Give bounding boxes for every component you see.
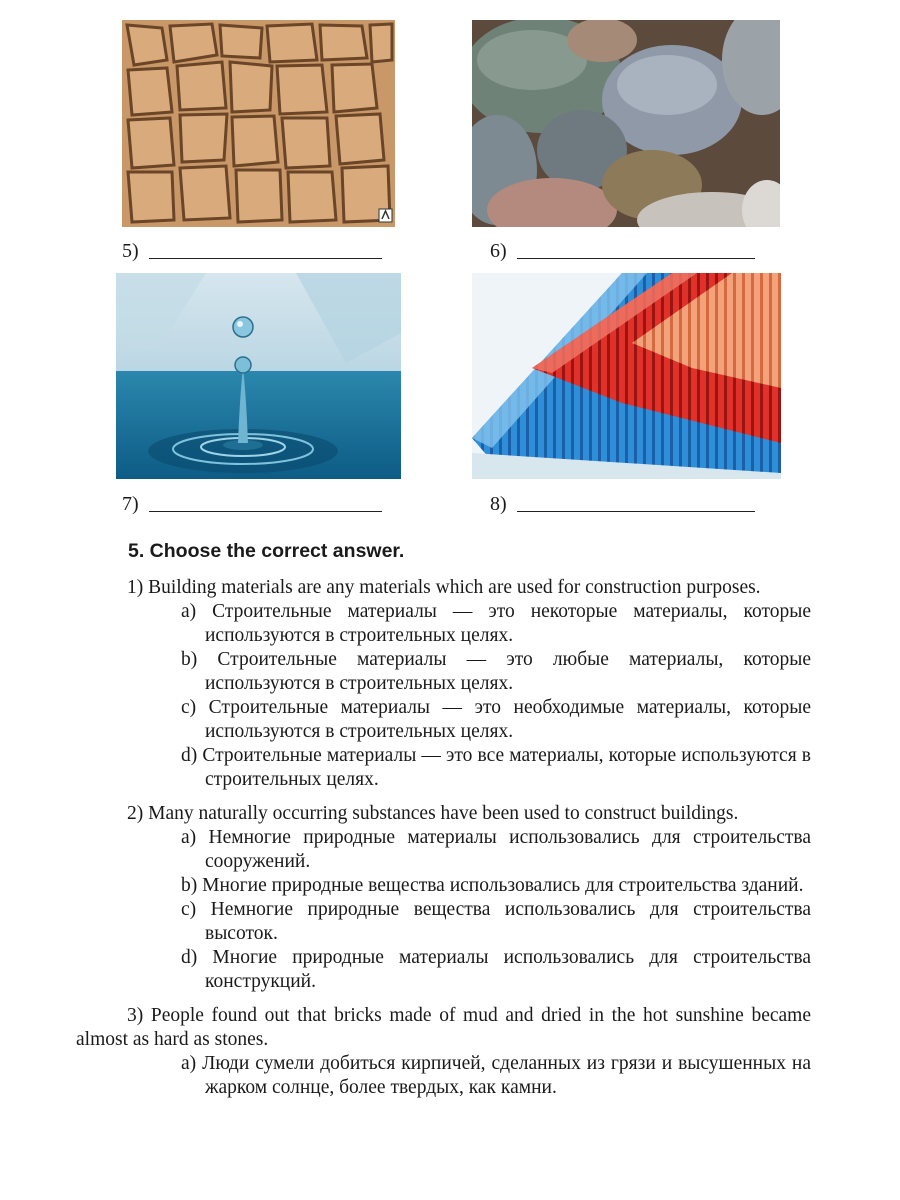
blank-number: 6) [490,240,507,262]
question-3 [76,1004,811,1100]
answer-line [517,258,755,259]
answer-option-a[interactable]: a) Строительные материалы — это некоторые материалы, которые используются в строительных целях. [181,601,811,646]
answer-option-b[interactable]: b) Многие природные вещества использовались для строительства зданий. [181,875,804,896]
answer-blank-7[interactable] [122,493,382,516]
blank-number: 7) [122,493,139,515]
question-2 [76,802,811,994]
polycarbonate-sheets-photo [472,273,781,479]
blank-number: 8) [490,493,507,515]
answer-option-d[interactable]: d) Многие природные материалы использовались для строительства конструкций. [181,947,811,992]
cracked-soil-photo [122,20,395,227]
question-text: 2) Many naturally occurring substances have been used to construct buildings. [127,803,739,824]
answer-line [149,511,382,512]
answer-option-a[interactable]: a) Немногие природные материалы использовались для строительства сооружений. [181,827,811,872]
answer-line [149,258,382,259]
question-1 [76,576,811,792]
question-list [76,576,811,1110]
answer-blank-8[interactable] [490,493,755,516]
water-drop-photo [116,273,401,479]
answer-option-a[interactable]: a) Люди сумели добиться кирпичей, сделанных из грязи и высушенных на жарком солнце, более твердых, как камни. [181,1053,811,1098]
answer-blank-5[interactable] [122,240,382,263]
answer-option-c[interactable]: c) Строительные материалы — это необходимые материалы, которые используются в строительных целях. [181,697,811,742]
question-text: 3) People found out that bricks made of mud and dried in the hot sunshine became almost as hard as stones. [76,1005,811,1050]
answer-blank-6[interactable] [490,240,755,263]
question-text: 1) Building materials are any materials which are used for construction purposes. [127,577,761,598]
blank-number: 5) [122,240,139,262]
exercise-title: 5. Choose the correct answer. [128,540,405,562]
answer-line [517,511,755,512]
answer-option-b[interactable]: b) Строительные материалы — это любые материалы, которые используются в строительных целях. [181,649,811,694]
answer-option-c[interactable]: c) Немногие природные вещества использовались для строительства высоток. [181,899,811,944]
answer-option-d[interactable]: d) Строительные материалы — это все материалы, которые используются в строительных целях. [181,745,811,790]
stones-photo [472,20,780,227]
